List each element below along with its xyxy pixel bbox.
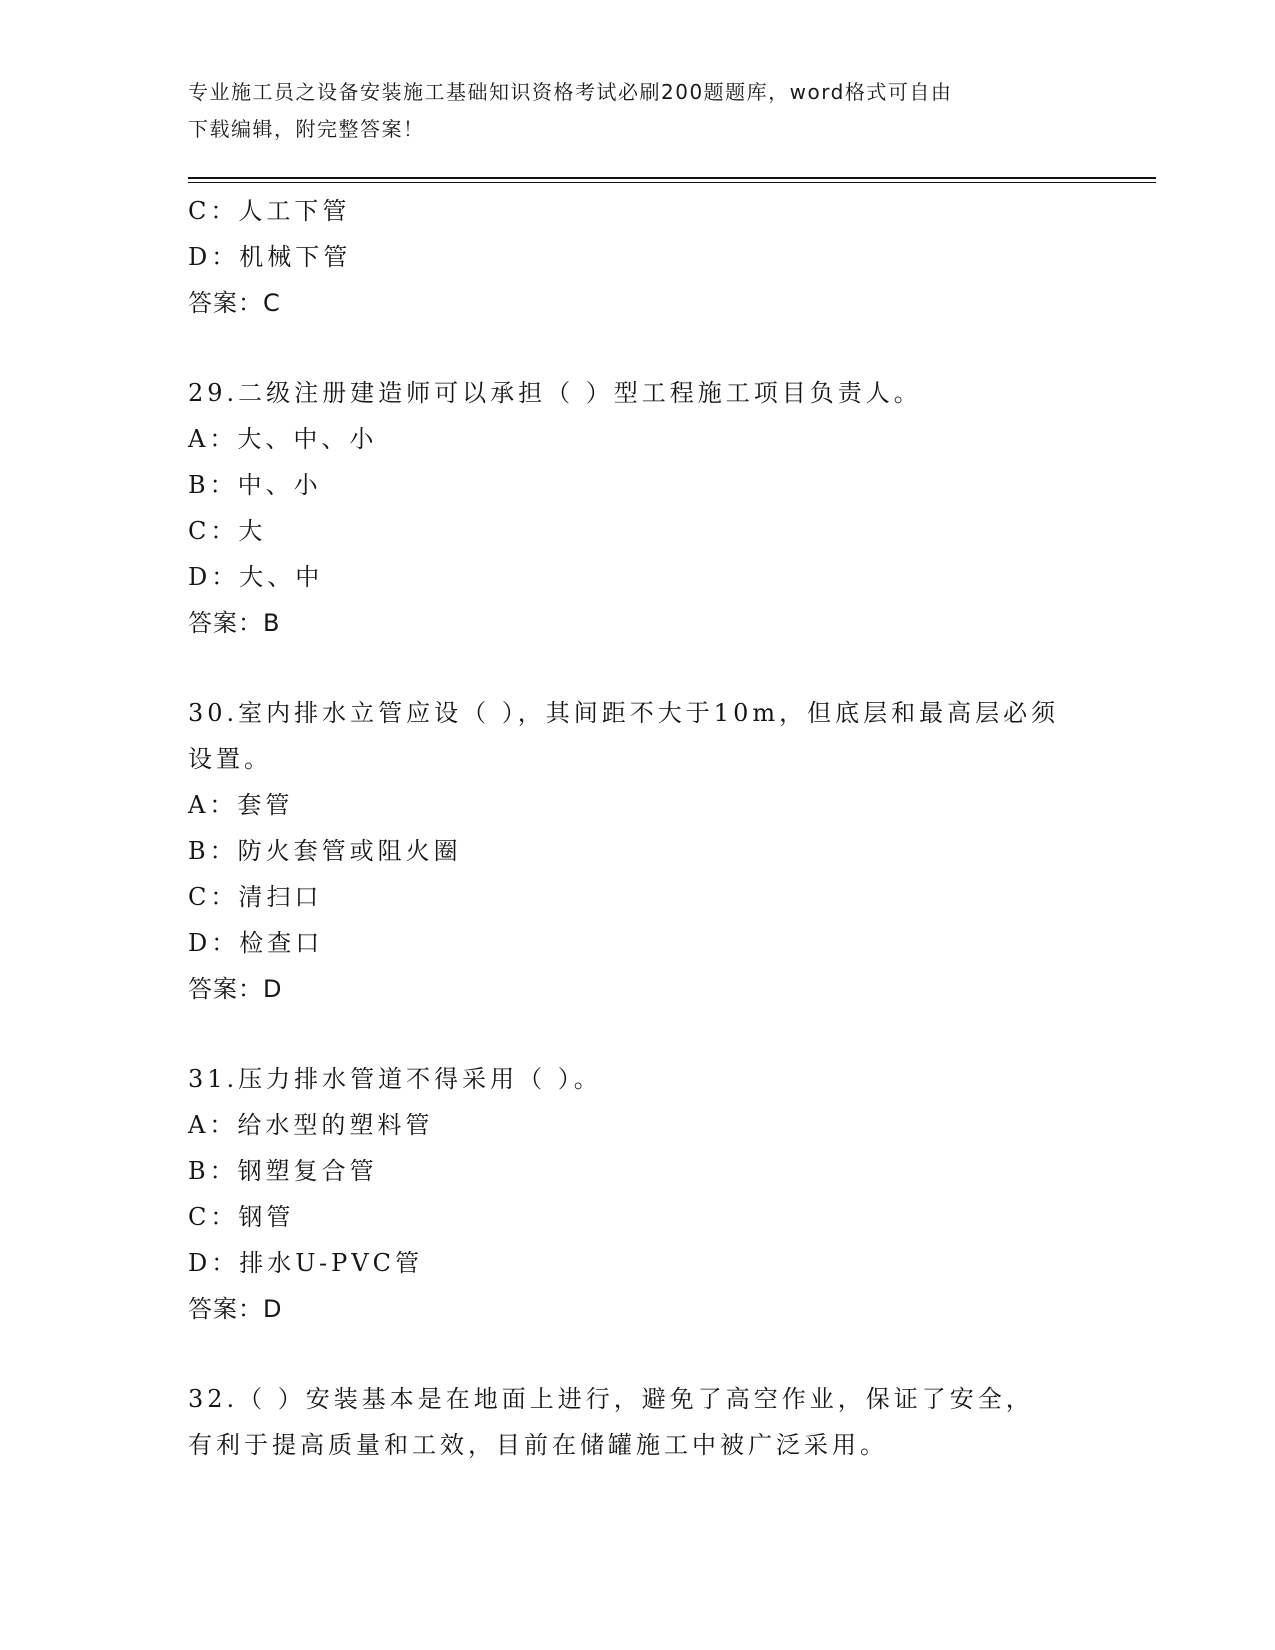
question-28-tail (188, 188, 1088, 326)
question-31 (188, 1056, 1088, 1332)
spacer (188, 326, 1088, 370)
question-32 (188, 1376, 1088, 1468)
question-text-line-2: 有利于提高质量和工效，目前在储罐施工中被广泛采用。 (188, 1431, 888, 1459)
answer-line: 答案：D (188, 1295, 283, 1323)
header-line-1: 专业施工员之设备安装施工基础知识资格考试必刷200题题库，word格式可自由 (188, 80, 953, 104)
option-b: B：钢塑复合管 (188, 1157, 378, 1185)
option-b: B：防火套管或阻火圈 (188, 837, 462, 865)
option-d: D：机械下管 (188, 243, 352, 271)
document-header (188, 74, 1088, 148)
option-d: D：排水U-PVC管 (188, 1249, 423, 1277)
answer-line: 答案：C (188, 289, 281, 317)
option-a: A：大、中、小 (188, 425, 378, 453)
question-text-line-1: 30.室内排水立管应设（ ），其间距不大于10m，但底层和最高层必须 (188, 699, 1060, 727)
answer-line: 答案：B (188, 609, 281, 637)
spacer (188, 646, 1088, 690)
question-text-line-2: 设置。 (188, 745, 272, 773)
option-c: C：人工下管 (188, 197, 351, 225)
option-c: C：大 (188, 517, 267, 545)
question-text: 29.二级注册建造师可以承担（ ）型工程施工项目负责人。 (188, 379, 922, 407)
document-body (188, 188, 1088, 1468)
header-divider-thick (188, 177, 1156, 179)
question-text-line-1: 32.（ ）安装基本是在地面上进行，避免了高空作业，保证了安全， (188, 1385, 1034, 1413)
question-text: 31.压力排水管道不得采用（ ）。 (188, 1065, 602, 1093)
option-b: B：中、小 (188, 471, 322, 499)
option-d: D：检查口 (188, 929, 324, 957)
spacer (188, 1332, 1088, 1376)
header-divider-thin (188, 182, 1156, 183)
option-d: D：大、中 (188, 563, 324, 591)
option-a: A：给水型的塑料管 (188, 1111, 434, 1139)
answer-line: 答案：D (188, 975, 283, 1003)
question-29 (188, 370, 1088, 646)
option-c: C：钢管 (188, 1203, 295, 1231)
option-a: A：套管 (188, 791, 294, 819)
spacer (188, 1012, 1088, 1056)
header-line-2: 下载编辑，附完整答案！ (188, 117, 425, 141)
option-c: C：清扫口 (188, 883, 323, 911)
question-30 (188, 690, 1088, 1012)
